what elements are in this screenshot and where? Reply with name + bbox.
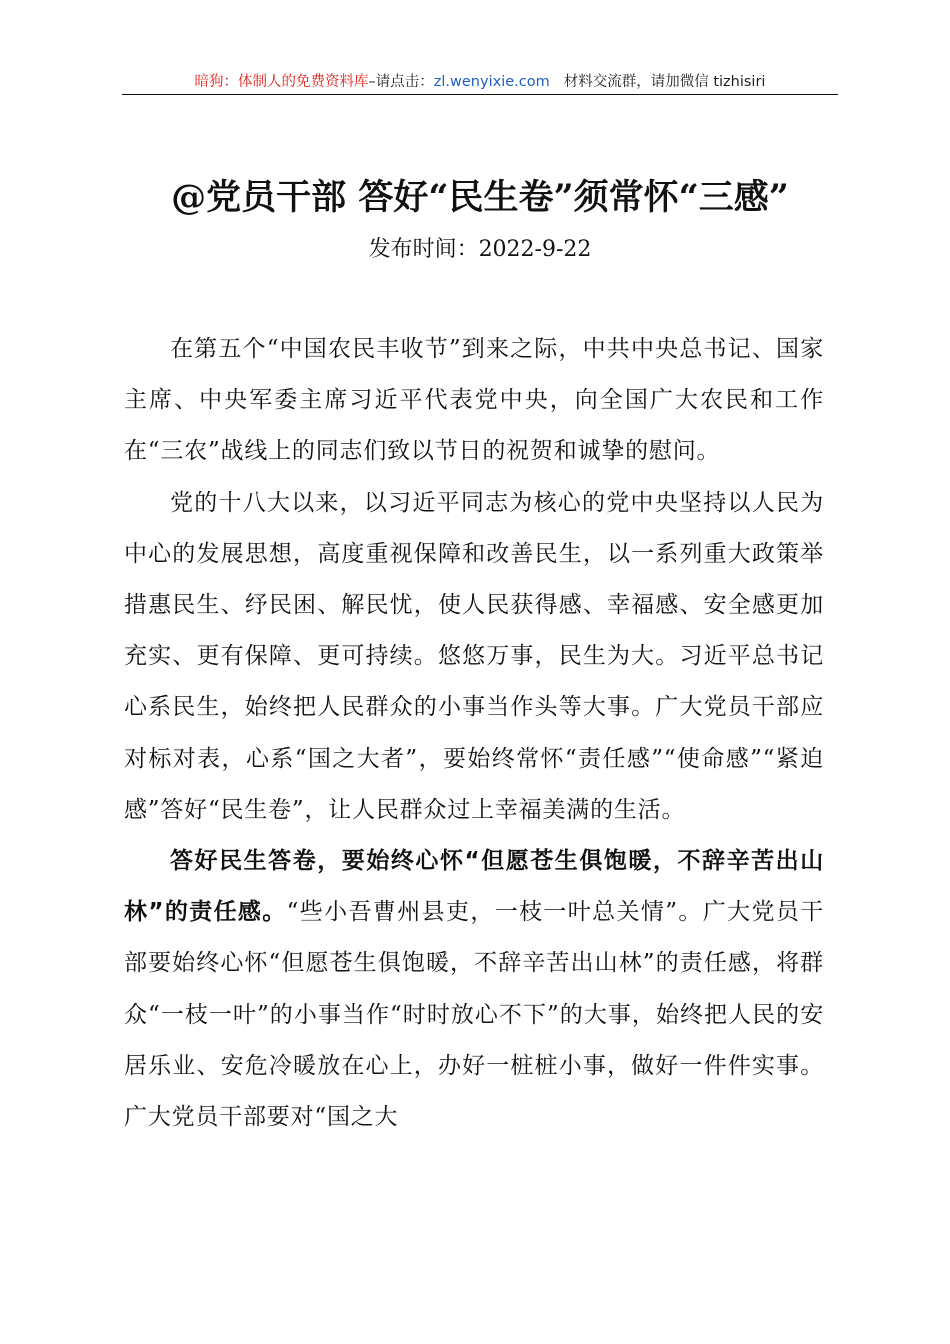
paragraph-lead: 答好民生答卷，要始终心怀“但愿苍生俱饱暖，不辞辛苦出山林”的责任感。 xyxy=(124,848,824,926)
paragraph xyxy=(124,836,824,1143)
paragraph-text: “些小吾曹州县吏，一枝一叶总关情”。广大党员干部要始终心怀“但愿苍生俱饱暖，不辞辛苦出山林”的责任感，将群众“一枝一叶”的小事当作“时时放心不下”的大事，始终把人民的安居乐业、安危冷暖放在心上，办好一桩桩小事，做好一件件实事。广大党员干部要对“国之大 xyxy=(124,899,824,1131)
header-click-prompt: –请点击： xyxy=(368,74,434,90)
header-url-link[interactable]: zl.wenyixie.com xyxy=(433,74,550,90)
paragraph-text: 在第五个“中国农民丰收节”到来之际，中共中央总书记、国家主席、中央军委主席习近平代表党中央，向全国广大农民和工作在“三农”战线上的同志们致以节日的祝贺和诚挚的慰问。 xyxy=(124,336,824,465)
header-divider xyxy=(122,94,838,95)
header-group-note: 材料交流群，请加微信 tizhisiri xyxy=(563,74,766,90)
paragraph xyxy=(124,324,824,478)
paragraph xyxy=(124,478,824,836)
article-title: @党员干部 答好“民生卷”须常怀“三感” xyxy=(171,177,789,218)
paragraph-text: 党的十八大以来，以习近平同志为核心的党中央坚持以人民为中心的发展思想，高度重视保障和改善民生，以一系列重大政策举措惠民生、纾民困、解民忧，使人民获得感、幸福感、安全感更加充实、更有保障、更可持续。悠悠万事，民生为大。习近平总书记心系民生，始终把人民群众的小事当作头等大事。广大党员干部应对标对表，心系“国之大者”，要始终常怀“责任感”“使命感”“紧迫感”答好“民生卷”，让人民群众过上幸福美满的生活。 xyxy=(124,489,824,823)
publish-date: 发布时间：2022-9-22 xyxy=(368,237,592,262)
page-header xyxy=(122,70,838,96)
article-body xyxy=(124,324,824,1143)
header-brand: 暗狗：体制人的免费资料库 xyxy=(194,74,369,90)
